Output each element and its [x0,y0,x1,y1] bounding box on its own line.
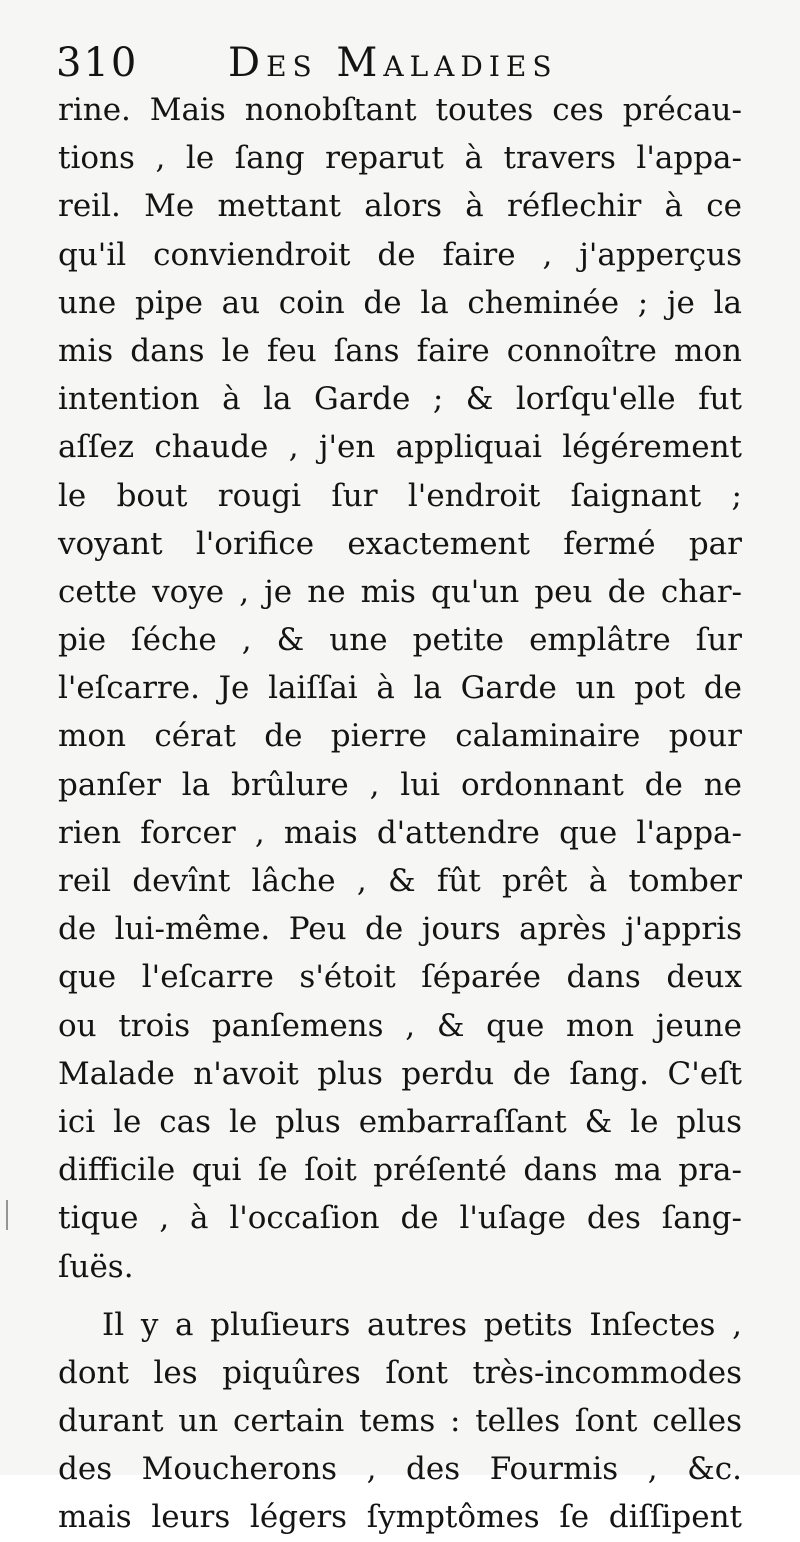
text-line: Il y a pluſieurs autres petits Inſectes , [102,1306,742,1343]
text-line: rine. Mais nonobſtant toutes ces précau- [58,92,742,128]
running-head: Des Maladies [228,40,558,86]
paragraph-2 [58,1301,742,1542]
text-line: Malade n'avoit plus perdu de ſang. C'eſt [58,1055,742,1092]
text-line: tique , à l'occaſion de l'uſage des ſang- [58,1200,742,1237]
text-line: que l'eſcarre s'étoit ſéparée dans deux [58,959,742,996]
text-line: ici le cas le plus embarraſſant & le plus [58,1103,742,1140]
text-line: mon cérat de pierre calaminaire pour [58,718,742,755]
text-line: cette voye , je ne mis qu'un peu de char- [58,573,742,610]
text-line: des Moucherons , des Fourmis , &c. [58,1451,742,1488]
text-line: reil devînt lâche , & fût prêt à tomber [58,863,742,899]
text-line: reil. Me mettant alors à réflechir à ce [58,188,742,225]
text-line: le bout rougi ſur l'endroit ſaignant ; [58,477,742,514]
text-line: tions , le ſang reparut à travers l'appa- [58,140,742,177]
text-line: aſſez chaude , j'en appliquai légérement [58,429,742,466]
text-line: ſuës. [58,1248,134,1285]
page-header [56,36,746,92]
text-line: de lui-même. Peu de jours après j'appris [58,911,742,948]
text-line: durant un certain tems : telles ſont celles [58,1403,742,1440]
text-line: pie ſéche , & une petite emplâtre ſur [58,622,742,659]
paragraph-gap [58,1291,742,1301]
text-line: dont les piquûres ſont très-incommodes [58,1354,742,1391]
body-text [58,86,742,1542]
text-line: intention à la Garde ; & lorſqu'elle fut [58,381,742,418]
text-line: une pipe au coin de la cheminée ; je la [58,284,742,321]
text-line: difficile qui ſe ſoit préſenté dans ma pra- [58,1152,742,1189]
text-line: rien forcer , mais d'attendre que l'appa- [58,814,742,851]
page-number: 310 [56,40,139,86]
text-line: panſer la brûlure , lui ordonnant de ne [58,766,742,803]
text-line: ou trois panſemens , & que mon jeune [58,1007,742,1044]
paragraph-1 [58,86,742,1291]
text-line: voyant l'orifice exactement fermé par [58,525,742,562]
text-line: l'eſcarre. Je laiſſai à la Garde un pot de [58,670,742,707]
text-line: mais leurs légers ſymptômes ſe diſſipent [58,1499,742,1536]
text-line: qu'il conviendroit de faire , j'apperçus [58,236,742,273]
text-line: mis dans le feu ſans faire connoître mon [58,332,742,369]
margin-mark [6,1200,8,1230]
